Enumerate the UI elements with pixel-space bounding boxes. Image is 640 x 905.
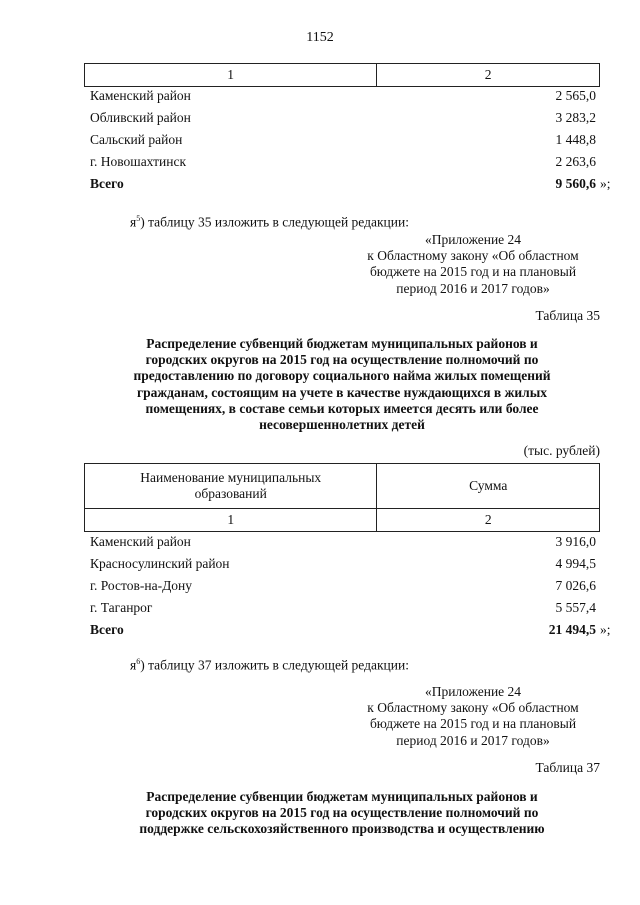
total-label: Всего [90,622,124,637]
table-row [90,556,596,578]
title-line: Распределение субвенции бюджетам муниципальных районов и [146,789,538,804]
table-row [90,534,596,556]
total-value: 21 494,5 [548,622,596,637]
appendix-line: бюджете на 2015 год и на плановый [369,264,577,280]
row-value: 4 994,5 [555,556,596,571]
table-row [90,578,596,600]
units-label: (тыс. рублей) [523,443,600,458]
row-value: 7 026,6 [555,578,596,593]
total-row [90,176,611,198]
title-line: помещениях, в составе семьи которых имеется десять или более [145,400,539,416]
total-value: 9 560,6 [555,176,596,191]
row-value: 2 263,6 [555,154,596,169]
title-line: несовершеннолетних детей [259,416,425,432]
total-label: Всего [90,176,124,191]
row-name: г. Таганрог [90,600,153,615]
row-value: 3 916,0 [555,534,596,549]
appendix-line: «Приложение 24 [424,684,522,699]
table-37-label: Таблица 37 [535,760,600,775]
column-header-sum: Сумма [377,464,600,509]
table-row [90,132,596,154]
table-row [90,110,596,132]
row-value: 1 448,8 [555,132,596,147]
table-35-header [84,463,600,532]
amendment-paragraph-35 [130,214,409,230]
column-number-2: 2 [377,64,600,87]
column-header-name [85,464,377,509]
title-line: гражданам, состоящим на учете в качестве нуждающихся в жилых [136,384,548,400]
row-name: Красносулинский район [90,556,230,571]
continuation-table-header [84,63,600,87]
paragraph-letter: я [130,657,137,673]
title-line: городских округов на 2015 год на осуществление полномочий по [145,805,539,821]
paragraph-superscript: 5 [136,214,141,223]
paragraph-text: ) таблицу 35 изложить в следующей редакции: [140,214,409,230]
title-line: городских округов на 2015 год на осуществление полномочий по [145,352,539,368]
title-line: предоставлению по договору социального найма жилых помещений [133,368,551,384]
row-name: г. Ростов-на-Дону [90,578,193,593]
paragraph-letter: я [130,214,137,230]
appendix-line: к Областному закону «Об областном [367,700,579,716]
appendix-reference-2 [330,684,616,749]
row-name: Обливский район [90,110,191,125]
table-row [90,154,596,176]
closing-quote: »; [600,622,611,637]
row-name: Сальский район [90,132,183,147]
appendix-line: период 2016 и 2017 годов» [396,732,550,748]
paragraph-superscript: 6 [136,657,141,666]
total-row [90,622,611,644]
continuation-table-rows [90,88,611,198]
closing-quote: »; [600,176,611,191]
column-number-2: 2 [377,509,600,532]
title-line: поддержке сельскохозяйственного производства и осуществлению [139,821,545,837]
paragraph-text: ) таблицу 37 изложить в следующей редакции: [140,657,409,673]
row-value: 5 557,4 [555,600,596,615]
table-35-label: Таблица 35 [535,308,600,323]
appendix-reference-1 [330,232,616,297]
table-row [90,88,596,110]
column-number-1: 1 [85,509,377,532]
appendix-line: «Приложение 24 [424,232,522,247]
row-name: Каменский район [90,534,191,549]
appendix-line: бюджете на 2015 год и на плановый [369,716,577,732]
appendix-line: период 2016 и 2017 годов» [396,280,550,296]
table-35-title [84,336,600,433]
row-value: 2 565,0 [555,88,596,103]
row-name: г. Новошахтинск [90,154,186,169]
table-row [90,600,596,622]
amendment-paragraph-37 [130,657,409,673]
header-line: образований [194,486,267,501]
row-name: Каменский район [90,88,191,103]
column-number-1: 1 [85,64,377,87]
appendix-line: к Областному закону «Об областном [367,248,579,264]
table-35-rows [90,534,611,644]
title-line: Распределение субвенций бюджетам муниципальных районов и [146,336,538,351]
header-line: Наименование муниципальных [140,470,322,486]
row-value: 3 283,2 [555,110,596,125]
table-37-title [84,789,600,838]
page-number: 1152 [306,30,334,45]
